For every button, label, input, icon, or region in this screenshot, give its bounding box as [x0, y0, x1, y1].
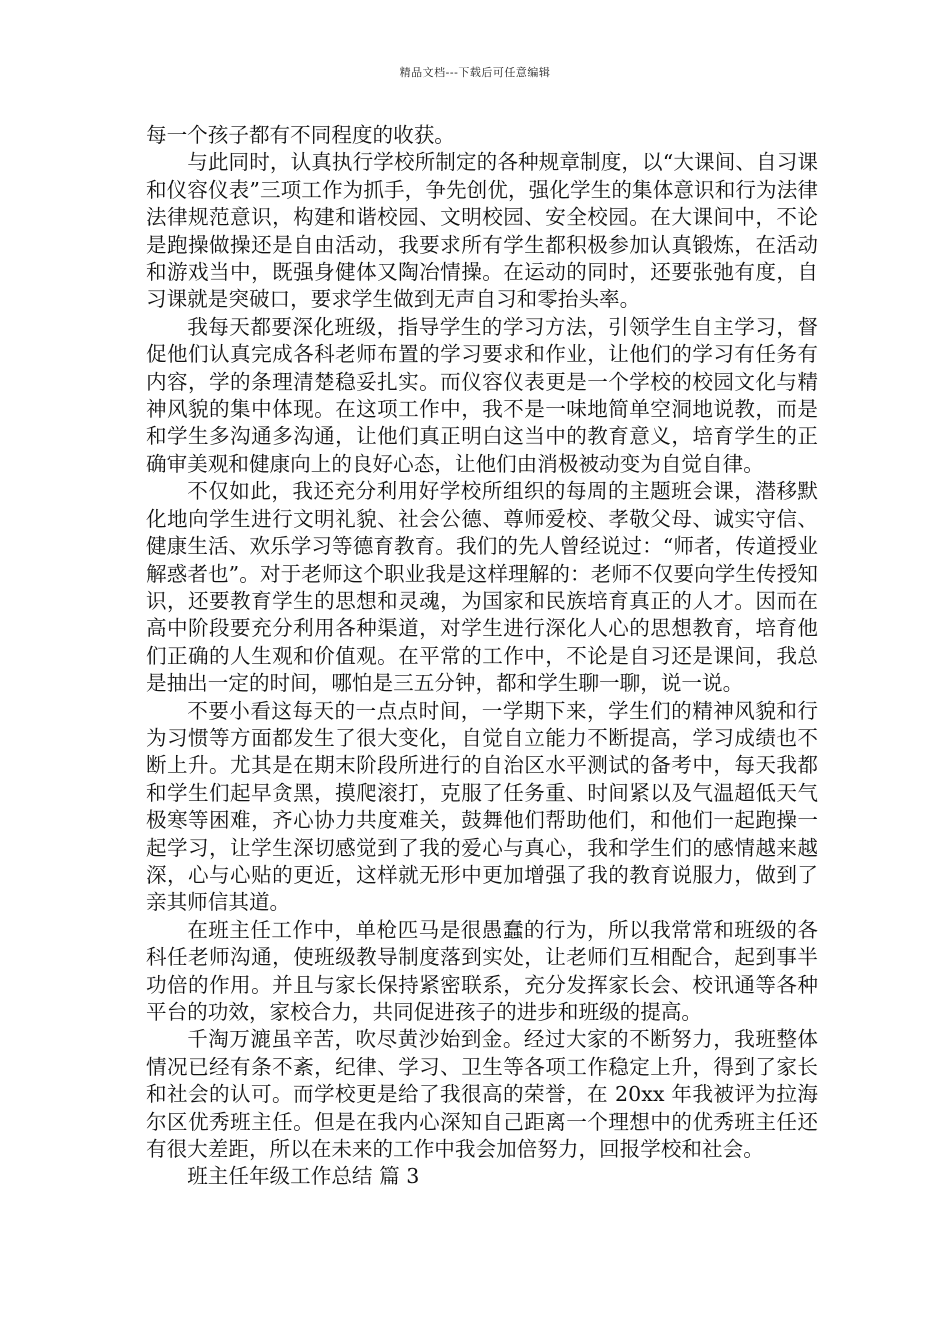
page-header: 精品文档---下载后可任意编辑 — [399, 66, 551, 79]
paragraph: 不要小看这每天的一点点时间，一学期下来，学生们的精神风貌和行为习惯等方面都发生了很大变化，自觉自立能力不断提高，学习成绩也不断上升。尤其是在期末阶段所进行的自治区水平测试的备考中，每天我都和学生们起早贪黑，摸爬滚打，克服了任务重、时间紧以及气温超低天气极寒等困难，齐心协力共度难关，鼓舞他们帮助他们，和他们一起跑操一起学习，让学生深切感觉到了我的爱心与真心，我和学生们的感情越来越深，心与心贴的更近，这样就无形中更加增强了我的教育说服力，做到了亲其师信其道。 — [146, 698, 818, 915]
paragraph: 不仅如此，我还充分利用好学校所组织的每周的主题班会课，潜移默化地向学生进行文明礼貌、社会公德、尊师爱校、孝敬父母、诚实守信、健康生活、欢乐学习等德育教育。我们的先人曾经说过：“师者，传道授业解惑者也”。对于老师这个职业我是这样理解的：老师不仅要向学生传授知识，还要教育学生的思想和灵魂，为国家和民族培育真正的人才。因而在高中阶段要充分利用各种渠道，对学生进行深化人心的思想教育，培育他们正确的人生观和价值观。在平常的工作中，不论是自习还是课间，我总是抽出一定的时间，哪怕是三五分钟，都和学生聊一聊，说一说。 — [146, 479, 818, 696]
paragraph: 与此同时，认真执行学校所制定的各种规章制度，以“大课间、自习课和仪容仪表”三项工作为抓手，争先创优，强化学生的集体意识和行为法律法律规范意识，构建和谐校园、文明校园、安全校园。在大课间中，不论是跑操做操还是自由活动，我要求所有学生都积极参加认真锻炼，在活动和游戏当中，既强身健体又陶冶情操。在运动的同时，还要张弛有度，自习课就是突破口，要求学生做到无声自习和零抬头率。 — [146, 150, 818, 312]
paragraph-continuation: 每一个孩子都有不同程度的收获。 — [146, 123, 455, 147]
document-body — [146, 122, 818, 1191]
paragraph: 我每天都要深化班级，指导学生的学习方法，引领学生自主学习，督促他们认真完成各科老师布置的学习要求和作业，让他们的学习有任务有内容，学的条理清楚稳妥扎实。而仪容仪表更是一个学校的校园文化与精神风貌的集中体现。在这项工作中，我不是一味地简单空洞地说教，而是和学生多沟通多沟通，让他们真正明白这当中的教育意义，培育学生的正确审美观和健康向上的良好心态，让他们由消极被动变为自觉自律。 — [146, 314, 818, 476]
paragraph: 在班主任工作中，单枪匹马是很愚蠢的行为，所以我常常和班级的各科任老师沟通，使班级教导制度落到实处，让老师们互相配合，起到事半功倍的作用。并且与家长保持紧密联系，充分发挥家长会、校讯通等各种平台的功效，家校合力，共同促进孩子的进步和班级的提高。 — [146, 917, 818, 1024]
section-heading: 班主任年级工作总结 篇 3 — [187, 1164, 420, 1189]
paragraph: 千淘万漉虽辛苦，吹尽黄沙始到金。经过大家的不断努力，我班整体情况已经有条不紊，纪律、学习、卫生等各项工作稳定上升，得到了家长和社会的认可。而学校更是给了我很高的荣誉，在 20xx 年我被评为拉海尔区优秀班主任。但是在我内心深知自己距离一个理想中的优秀班主任还有很大差距，所以在未来的工作中我会加倍努力，回报学校和社会。 — [146, 1027, 818, 1162]
